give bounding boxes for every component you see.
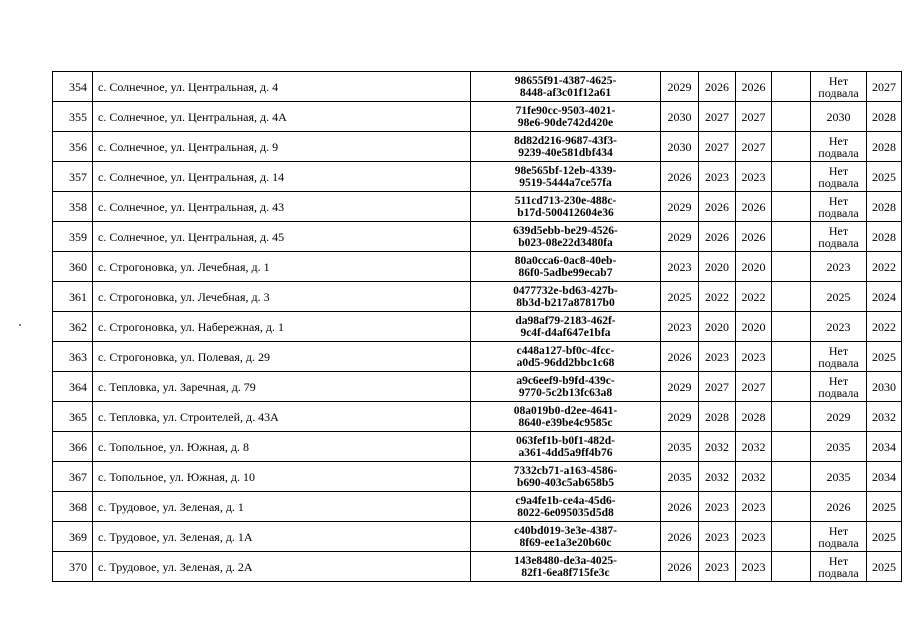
object-id-cell xyxy=(471,282,661,312)
year-cell: 2023 xyxy=(699,552,736,582)
year-cell: 2029 xyxy=(661,222,699,252)
address-cell: с. Солнечное, ул. Центральная, д. 9 xyxy=(93,132,471,162)
document-page xyxy=(52,71,902,582)
basement-cell: Нет подвала xyxy=(811,72,867,102)
year-cell: 2034 xyxy=(867,462,902,492)
table-row xyxy=(53,342,902,372)
basement-cell: Нет подвала xyxy=(811,192,867,222)
year-cell: 2026 xyxy=(699,192,736,222)
object-id-line-1: c40bd019-3e3e-4387- xyxy=(514,524,617,537)
year-cell: 2028 xyxy=(867,132,902,162)
year-cell: 2028 xyxy=(699,402,736,432)
year-cell: 2026 xyxy=(699,72,736,102)
object-id-line-1: 063fef1b-b0f1-482d- xyxy=(515,434,616,447)
empty-cell xyxy=(772,282,811,312)
table-row xyxy=(53,402,902,432)
year-cell: 2026 xyxy=(736,222,772,252)
row-number: 356 xyxy=(53,132,93,162)
year-cell: 2020 xyxy=(736,252,772,282)
year-cell: 2030 xyxy=(661,132,699,162)
object-id-line-1: c9a4fe1b-ce4a-45d6- xyxy=(515,494,616,507)
basement-cell: 2035 xyxy=(811,432,867,462)
object-id-line-2: 8448-af3c01f12a61 xyxy=(519,86,612,99)
year-cell: 2032 xyxy=(699,462,736,492)
scan-speck xyxy=(19,324,21,326)
address-cell: с. Трудовое, ул. Зеленая, д. 1 xyxy=(93,492,471,522)
year-cell: 2035 xyxy=(661,432,699,462)
object-id-line-2: 9770-5c2b13fc63a8 xyxy=(518,386,613,399)
basement-cell: 2023 xyxy=(811,252,867,282)
object-id-line-1: 511cd713-230e-488c- xyxy=(514,194,617,207)
table-row xyxy=(53,162,902,192)
year-cell: 2028 xyxy=(867,102,902,132)
year-cell: 2023 xyxy=(736,162,772,192)
object-id-line-1: 143e8480-de3a-4025- xyxy=(514,554,617,567)
empty-cell xyxy=(772,372,811,402)
object-id-line-2: 8b3d-b217a87817b0 xyxy=(516,296,615,309)
basement-cell: Нет подвала xyxy=(811,552,867,582)
object-id-cell xyxy=(471,192,661,222)
address-cell: с. Солнечное, ул. Центральная, д. 14 xyxy=(93,162,471,192)
object-id-line-2: 9c4f-d4af647e1bfa xyxy=(520,326,611,339)
row-number: 359 xyxy=(53,222,93,252)
empty-cell xyxy=(772,462,811,492)
object-id-line-2: a361-4dd5a9ff4b76 xyxy=(518,446,613,459)
year-cell: 2023 xyxy=(699,342,736,372)
object-id-cell xyxy=(471,462,661,492)
year-cell: 2025 xyxy=(867,492,902,522)
row-number: 369 xyxy=(53,522,93,552)
object-id-line-1: c448a127-bf0c-4fcc- xyxy=(516,344,615,357)
year-cell: 2025 xyxy=(867,522,902,552)
year-cell: 2027 xyxy=(699,102,736,132)
empty-cell xyxy=(772,432,811,462)
table-row xyxy=(53,432,902,462)
year-cell: 2022 xyxy=(867,252,902,282)
object-id-line-2: b023-08e22d3480fa xyxy=(518,236,613,249)
year-cell: 2020 xyxy=(736,312,772,342)
object-id-line-1: 98655f91-4387-4625- xyxy=(514,74,617,87)
empty-cell xyxy=(772,102,811,132)
table-row xyxy=(53,102,902,132)
basement-cell: 2029 xyxy=(811,402,867,432)
object-id-line-1: 80a0cca6-0ac8-40eb- xyxy=(514,254,617,267)
basement-cell: Нет подвала xyxy=(811,132,867,162)
year-cell: 2027 xyxy=(699,132,736,162)
address-cell: с. Солнечное, ул. Центральная, д. 45 xyxy=(93,222,471,252)
object-id-line-2: b17d-500412604e36 xyxy=(517,206,614,219)
year-cell: 2029 xyxy=(661,402,699,432)
address-cell: с. Солнечное, ул. Центральная, д. 4А xyxy=(93,102,471,132)
address-cell: с. Строгоновка, ул. Лечебная, д. 1 xyxy=(93,252,471,282)
row-number: 355 xyxy=(53,102,93,132)
year-cell: 2029 xyxy=(661,372,699,402)
year-cell: 2020 xyxy=(699,312,736,342)
object-id-line-2: 86f0-5adbe99ecab7 xyxy=(518,266,613,279)
table-row xyxy=(53,462,902,492)
address-cell: с. Трудовое, ул. Зеленая, д. 1А xyxy=(93,522,471,552)
object-id-cell xyxy=(471,552,661,582)
table-row xyxy=(53,492,902,522)
year-cell: 2035 xyxy=(661,462,699,492)
object-id-line-1: 98e565bf-12eb-4339- xyxy=(514,164,617,177)
year-cell: 2023 xyxy=(699,162,736,192)
year-cell: 2023 xyxy=(661,252,699,282)
year-cell: 2023 xyxy=(736,552,772,582)
year-cell: 2025 xyxy=(661,282,699,312)
row-number: 364 xyxy=(53,372,93,402)
object-id-cell xyxy=(471,402,661,432)
row-number: 370 xyxy=(53,552,93,582)
year-cell: 2027 xyxy=(699,372,736,402)
row-number: 368 xyxy=(53,492,93,522)
object-id-line-1: a9c6eef9-b9fd-439c- xyxy=(516,374,615,387)
object-id-line-2: 9519-5444a7ce57fa xyxy=(519,176,612,189)
object-id-cell xyxy=(471,102,661,132)
object-id-cell xyxy=(471,522,661,552)
basement-cell: 2026 xyxy=(811,492,867,522)
empty-cell xyxy=(772,492,811,522)
year-cell: 2032 xyxy=(736,432,772,462)
table-row xyxy=(53,192,902,222)
year-cell: 2032 xyxy=(867,402,902,432)
year-cell: 2023 xyxy=(736,522,772,552)
year-cell: 2026 xyxy=(661,342,699,372)
empty-cell xyxy=(772,132,811,162)
year-cell: 2024 xyxy=(867,282,902,312)
table-row xyxy=(53,252,902,282)
table-row xyxy=(53,312,902,342)
year-cell: 2026 xyxy=(736,192,772,222)
address-cell: с. Тепловка, ул. Строителей, д. 43А xyxy=(93,402,471,432)
row-number: 361 xyxy=(53,282,93,312)
object-id-cell xyxy=(471,72,661,102)
object-id-line-1: 08a019b0-d2ee-4641- xyxy=(513,404,618,417)
row-number: 362 xyxy=(53,312,93,342)
object-id-cell xyxy=(471,432,661,462)
object-id-line-2: 98e6-90de742d420e xyxy=(517,116,614,129)
object-id-cell xyxy=(471,132,661,162)
object-id-line-1: 71fe90cc-9503-4021- xyxy=(515,104,616,117)
year-cell: 2032 xyxy=(736,462,772,492)
year-cell: 2022 xyxy=(736,282,772,312)
year-cell: 2028 xyxy=(736,402,772,432)
empty-cell xyxy=(772,522,811,552)
year-cell: 2026 xyxy=(736,72,772,102)
year-cell: 2026 xyxy=(661,492,699,522)
year-cell: 2023 xyxy=(736,492,772,522)
object-id-cell xyxy=(471,222,661,252)
row-number: 358 xyxy=(53,192,93,222)
address-cell: с. Топольное, ул. Южная, д. 10 xyxy=(93,462,471,492)
basement-cell: Нет подвала xyxy=(811,222,867,252)
empty-cell xyxy=(772,552,811,582)
basement-cell: Нет подвала xyxy=(811,342,867,372)
object-id-line-2: a0d5-96dd2bbc1c68 xyxy=(516,356,615,369)
basement-cell: Нет подвала xyxy=(811,372,867,402)
housing-table xyxy=(52,71,902,582)
basement-cell: Нет подвала xyxy=(811,522,867,552)
year-cell: 2022 xyxy=(699,282,736,312)
row-number: 366 xyxy=(53,432,93,462)
year-cell: 2026 xyxy=(661,552,699,582)
year-cell: 2029 xyxy=(661,192,699,222)
table-row xyxy=(53,132,902,162)
row-number: 365 xyxy=(53,402,93,432)
empty-cell xyxy=(772,402,811,432)
table-row xyxy=(53,282,902,312)
object-id-line-1: 7332cb71-a163-4586- xyxy=(513,464,618,477)
year-cell: 2020 xyxy=(699,252,736,282)
address-cell: с. Строгоновка, ул. Лечебная, д. 3 xyxy=(93,282,471,312)
object-id-line-2: 8022-6e095035d5d8 xyxy=(517,506,614,519)
object-id-line-2: 82f1-6ea8f715fe3c xyxy=(521,566,610,579)
year-cell: 2026 xyxy=(699,222,736,252)
empty-cell xyxy=(772,252,811,282)
year-cell: 2030 xyxy=(867,372,902,402)
table-row xyxy=(53,522,902,552)
table-body xyxy=(53,72,902,582)
year-cell: 2027 xyxy=(736,132,772,162)
object-id-cell xyxy=(471,372,661,402)
year-cell: 2028 xyxy=(867,192,902,222)
table-row xyxy=(53,552,902,582)
empty-cell xyxy=(772,72,811,102)
year-cell: 2023 xyxy=(699,492,736,522)
address-cell: с. Солнечное, ул. Центральная, д. 4 xyxy=(93,72,471,102)
object-id-cell xyxy=(471,342,661,372)
basement-cell: 2035 xyxy=(811,462,867,492)
year-cell: 2028 xyxy=(867,222,902,252)
year-cell: 2025 xyxy=(867,552,902,582)
year-cell: 2023 xyxy=(736,342,772,372)
year-cell: 2026 xyxy=(661,522,699,552)
empty-cell xyxy=(772,192,811,222)
year-cell: 2032 xyxy=(699,432,736,462)
year-cell: 2023 xyxy=(699,522,736,552)
address-cell: с. Солнечное, ул. Центральная, д. 43 xyxy=(93,192,471,222)
object-id-line-2: b690-403c5ab658b5 xyxy=(516,476,615,489)
year-cell: 2026 xyxy=(661,162,699,192)
year-cell: 2027 xyxy=(736,372,772,402)
address-cell: с. Строгоновка, ул. Полевая, д. 29 xyxy=(93,342,471,372)
row-number: 367 xyxy=(53,462,93,492)
object-id-line-2: 8640-e39be4c9585c xyxy=(518,416,613,429)
table-row xyxy=(53,222,902,252)
year-cell: 2027 xyxy=(867,72,902,102)
row-number: 360 xyxy=(53,252,93,282)
row-number: 363 xyxy=(53,342,93,372)
year-cell: 2027 xyxy=(736,102,772,132)
object-id-line-2: 9239-40e581dbf434 xyxy=(518,146,613,159)
empty-cell xyxy=(772,342,811,372)
basement-cell: 2023 xyxy=(811,312,867,342)
object-id-line-1: 0477732e-bd63-427b- xyxy=(513,284,618,297)
table-row xyxy=(53,372,902,402)
object-id-cell xyxy=(471,312,661,342)
year-cell: 2022 xyxy=(867,312,902,342)
object-id-cell xyxy=(471,252,661,282)
object-id-cell xyxy=(471,162,661,192)
address-cell: с. Тепловка, ул. Заречная, д. 79 xyxy=(93,372,471,402)
year-cell: 2023 xyxy=(661,312,699,342)
address-cell: с. Строгоновка, ул. Набережная, д. 1 xyxy=(93,312,471,342)
row-number: 354 xyxy=(53,72,93,102)
address-cell: с. Топольное, ул. Южная, д. 8 xyxy=(93,432,471,462)
year-cell: 2025 xyxy=(867,162,902,192)
row-number: 357 xyxy=(53,162,93,192)
table-row xyxy=(53,72,902,102)
empty-cell xyxy=(772,162,811,192)
object-id-line-1: 639d5ebb-be29-4526- xyxy=(513,224,618,237)
object-id-line-1: 8d82d216-9687-43f3- xyxy=(514,134,617,147)
year-cell: 2029 xyxy=(661,72,699,102)
object-id-line-1: da98af79-2183-462f- xyxy=(515,314,616,327)
object-id-line-2: 8f69-ee1a3e20b60c xyxy=(519,536,612,549)
year-cell: 2034 xyxy=(867,432,902,462)
object-id-cell xyxy=(471,492,661,522)
address-cell: с. Трудовое, ул. Зеленая, д. 2А xyxy=(93,552,471,582)
empty-cell xyxy=(772,312,811,342)
year-cell: 2025 xyxy=(867,342,902,372)
basement-cell: 2025 xyxy=(811,282,867,312)
basement-cell: Нет подвала xyxy=(811,162,867,192)
empty-cell xyxy=(772,222,811,252)
year-cell: 2030 xyxy=(661,102,699,132)
basement-cell: 2030 xyxy=(811,102,867,132)
